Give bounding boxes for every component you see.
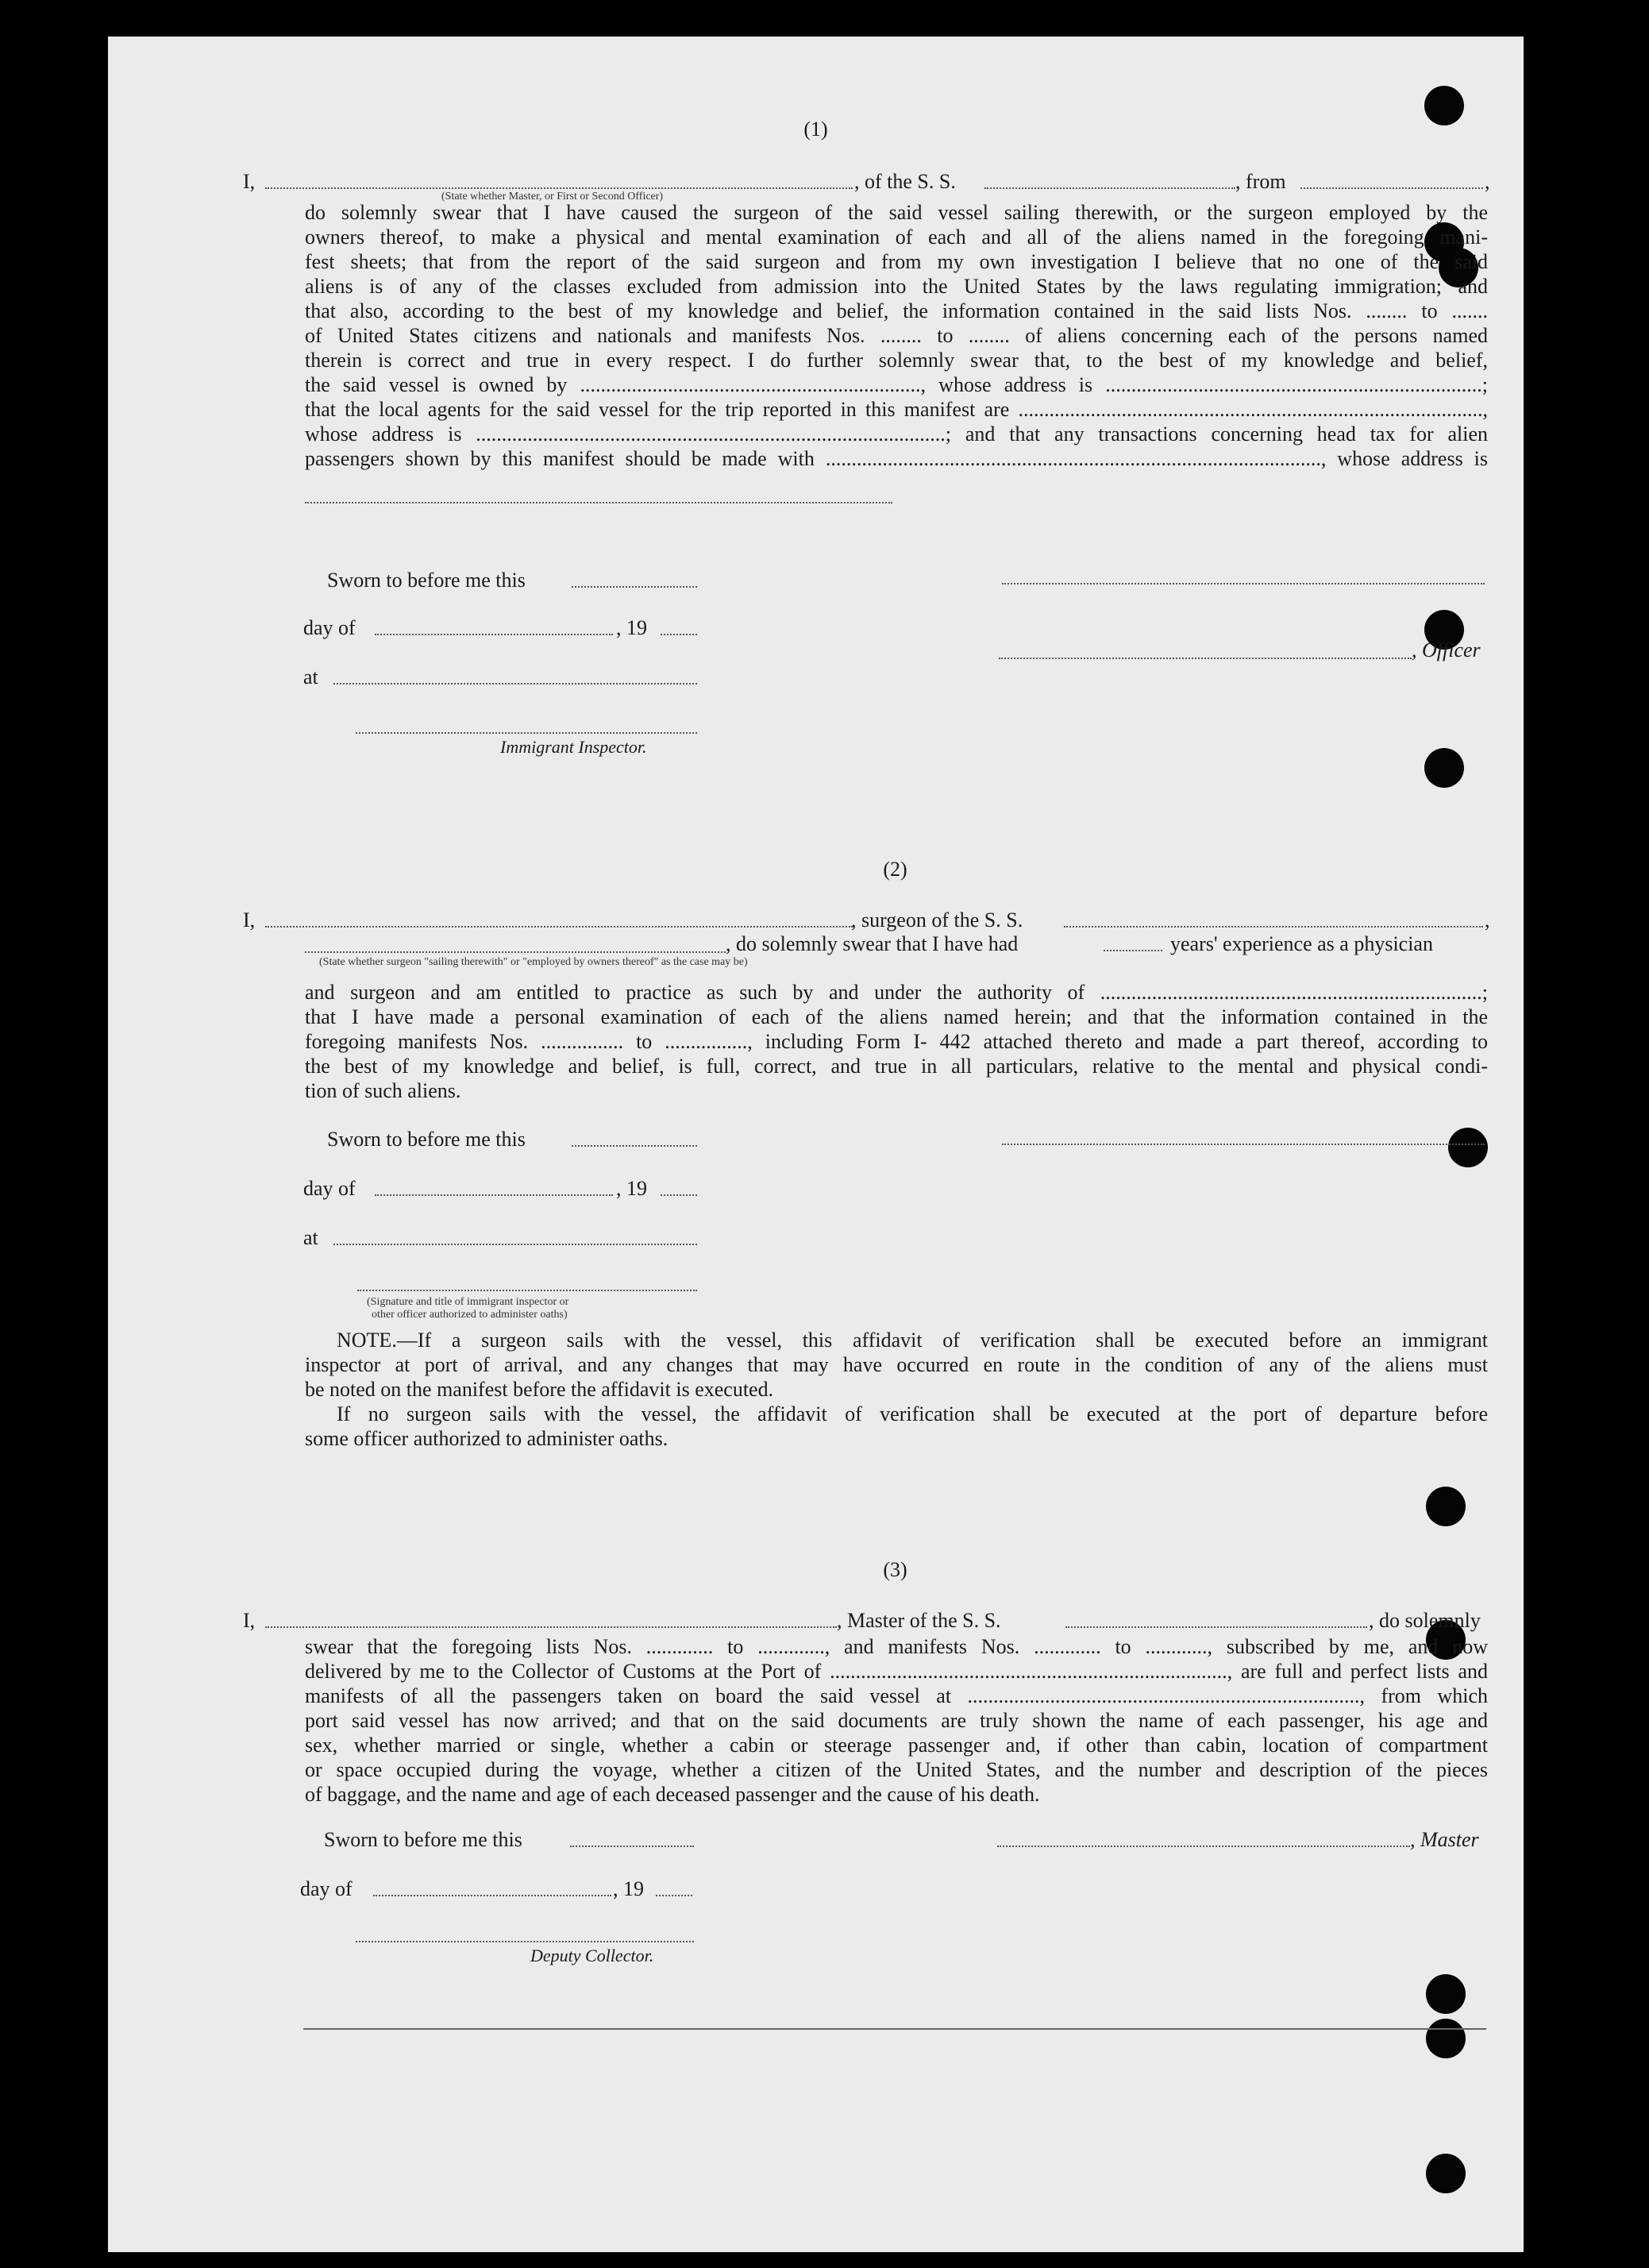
s1-lead-i: I, [243,170,256,193]
punch-hole [1424,748,1464,788]
s1-at-label: at [303,665,318,688]
vessel-name-blank [984,187,1235,189]
s2-surgeon-caption: (State whether surgeon "sailing therewith" or "employed by owners thereof" as the case may be) [319,956,748,968]
text-line: of baggage, and the name and age of each deceased passenger and the cause of his death. [305,1783,1040,1806]
s2-year-label: , 19 [616,1177,647,1200]
text-line: inspector at port of arrival, and any changes that may have occurred en route in the condition of any of the aliens must [305,1353,1488,1376]
text-line: manifests of all the passengers taken on board the said vessel at ............................................................................, from which [305,1684,1488,1707]
punch-hole [1426,1487,1466,1526]
years-experience-blank [1104,950,1162,951]
s1-month-blank [375,634,613,635]
text-line: that the local agents for the said vessel for the trip reported in this manifest are .........................................................................................., [305,398,1488,421]
s3-sworn-label: Sworn to before me this [324,1828,522,1851]
text-line: the said vessel is owned by .................................................................., whose address is .........................................................................; [305,373,1488,396]
s1-of-ss: , of the S. S. [854,170,956,193]
text-line: that I have made a personal examination of each of the aliens named herein; and that the information contained in the [305,1005,1488,1028]
s2-surgeon-signature-blank [1002,1144,1485,1145]
s2-lead-i: I, [243,908,256,932]
s2-day-of-label: day of [303,1177,356,1200]
text-line: delivered by me to the Collector of Customs at the Port of ............................................................................., are full and perfect lists and [305,1660,1488,1683]
s2-at-label: at [303,1226,318,1249]
s1-year-blank [661,634,697,635]
text-line: or space occupied during the voyage, whether a citizen of the United States, and the number and description of the pieces [305,1758,1488,1781]
s2-surgeon-of-ss: , surgeon of the S. S. [851,908,1023,932]
text-line: tion of such aliens. [305,1079,461,1102]
bottom-rule [303,2028,1486,2030]
s2-comma: , [1485,908,1490,932]
text-line: be noted on the manifest before the affidavit is executed. [305,1378,774,1401]
s3-day-of-label: day of [300,1877,353,1900]
s1-inspector-signature-blank [356,732,697,734]
form-page [108,37,1524,2252]
s2-sworn-label: Sworn to before me this [327,1128,526,1151]
section-3-number: (3) [883,1558,907,1581]
s1-officer-signature-blank [999,658,1412,659]
s2-solemnly-swear: , do solemnly swear that I have had [726,932,1019,955]
punch-hole [1426,1974,1466,2014]
s3-lead-i: I, [243,1609,256,1632]
surgeon-name-blank [265,926,853,928]
address-continuation-blank [305,502,892,503]
text-line: and surgeon and am entitled to practice as such by and under the authority of ..........................................................................; [305,981,1488,1004]
s3-sworn-day-blank [570,1846,694,1847]
s3-collector-signature-blank [356,1941,694,1942]
text-line: aliens is of any of the classes excluded from admission into the United States by the laws regulating immigration; and [305,275,1488,298]
s1-comma: , [1485,170,1490,193]
s3-year-blank [656,1895,692,1896]
note-paragraph [305,1328,1488,1451]
text-line: fest sheets; that from the report of the said surgeon and from my own investigation I believe that no one of the said [305,250,1488,273]
s1-officer-caption: (State whether Master, or First or Second Officer) [441,191,664,202]
text-line: passengers shown by this manifest should be made with ................................................................................................, whose address is [305,447,1488,470]
officer-name-blank [265,187,853,189]
s2-year-blank [661,1194,697,1196]
s3-collector-title: Deputy Collector. [530,1946,654,1965]
text-line: If no surgeon sails with the vessel, the affidavit of verification shall be executed at the port of departure before [337,1402,1488,1425]
text-line: some officer authorized to administer oaths. [305,1427,668,1450]
section-1-number: (1) [803,118,828,141]
punch-hole [1448,1128,1488,1167]
s3-do-solemnly: , do solemnly [1369,1609,1481,1632]
s3-master-signature-blank [997,1846,1410,1847]
s1-year-label: , 19 [616,616,647,639]
s3-vessel-blank [1065,1626,1367,1628]
punch-hole [1426,2154,1466,2193]
text-line: therein is correct and true in every respect. I do further solemnly swear that, to the best of my knowledge and belief, [305,349,1488,372]
text-line: foregoing manifests Nos. ................ to ................, including Form I- 442 attached thereto and made a part thereof, according to [305,1030,1488,1053]
text-line: do solemnly swear that I have caused the surgeon of the said vessel sailing therewith, or the surgeon employed by the [305,201,1488,224]
s3-master-title: , Master [1410,1828,1479,1851]
master-name-blank [265,1626,837,1628]
s3-year-label: , 19 [613,1877,644,1900]
surgeon-type-blank [305,951,726,953]
s1-officer-title: , Officer [1412,638,1481,662]
s2-place-blank [333,1244,697,1245]
s1-inspector-title: Immigrant Inspector. [500,737,647,757]
origin-port-blank [1300,187,1483,189]
s2-inspector-signature-blank [357,1290,697,1291]
s1-sworn-day-blank [572,586,697,588]
s2-vessel-blank [1064,926,1483,928]
s3-oath-paragraph [305,1634,1488,1807]
text-line: swear that the foregoing lists Nos. ............. to ............., and manifests Nos. ............. to ............, subscribed by me, and now [305,1635,1488,1658]
text-line: the best of my knowledge and belief, is full, correct, and true in all particulars, relative to the mental and physical condi- [305,1055,1488,1078]
s1-place-blank [333,683,697,685]
s3-month-blank [373,1895,611,1896]
section-2-number: (2) [883,858,907,881]
text-line: sex, whether married or single, whether a cabin or steerage passenger and, if other than cabin, location of compartment [305,1734,1488,1757]
punch-hole [1426,2019,1466,2058]
text-line: NOTE.—If a surgeon sails with the vessel, this affidavit of verification shall be executed before an immigrant [337,1329,1488,1352]
s3-master-of-ss: , Master of the S. S. [837,1609,1001,1632]
s2-oath-paragraph [305,980,1488,1103]
s2-sworn-day-blank [572,1145,697,1147]
s2-month-blank [375,1194,613,1196]
s1-officer-signature-top-blank [1002,583,1485,584]
text-line: of United States citizens and nationals and manifests Nos. ........ to ........ of aliens concerning each of the persons named [305,324,1488,347]
text-line: owners thereof, to make a physical and mental examination of each and all of the aliens named in the foregoing mani- [305,226,1488,249]
text-line: whose address is ...........................................................................................; and that any transactions concerning head tax for alien [305,422,1488,446]
punch-hole [1424,86,1464,125]
s1-sworn-label: Sworn to before me this [327,569,526,592]
s2-signature-caption-1: (Signature and title of immigrant inspector or [367,1296,569,1308]
text-line: port said vessel has now arrived; and that on the said documents are truly shown the name of each passenger, his age and [305,1709,1488,1732]
s2-signature-caption-2: other officer authorized to administer oaths) [372,1309,568,1321]
s1-from: , from [1235,170,1286,193]
s2-years-experience: years' experience as a physician [1170,932,1433,955]
s1-day-of-label: day of [303,616,356,639]
s1-oath-paragraph [305,200,1488,471]
text-line: that also, according to the best of my knowledge and belief, the information contained in the said lists Nos. ........ to ....... [305,299,1488,322]
